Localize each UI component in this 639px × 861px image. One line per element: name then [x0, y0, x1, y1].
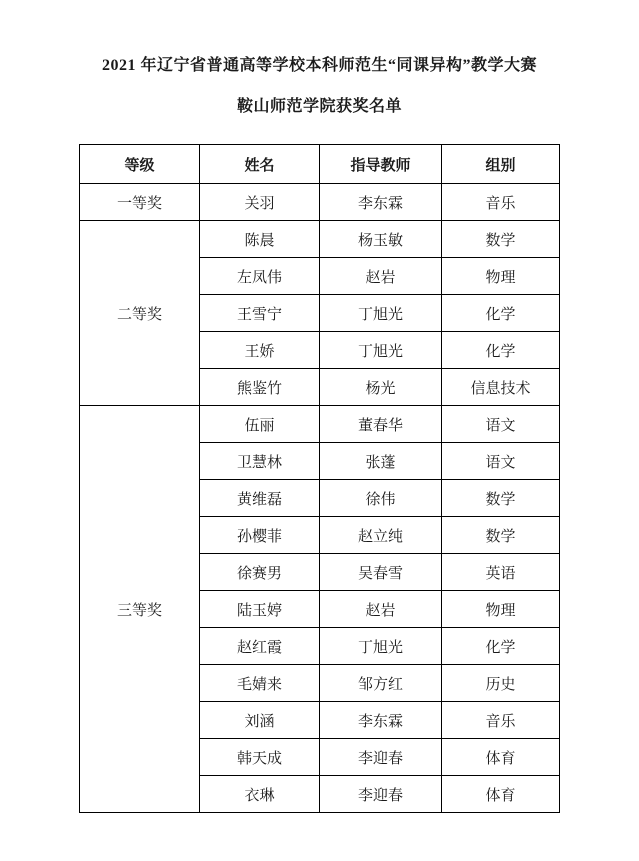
- advisor-name-cell: 李东霖: [320, 184, 442, 221]
- table-body: [80, 184, 560, 813]
- advisor-name-cell: 吴春雪: [320, 554, 442, 591]
- student-name-cell: 王雪宁: [200, 295, 320, 332]
- table-row: [80, 221, 560, 258]
- advisor-name-cell: 杨玉敏: [320, 221, 442, 258]
- table-row: [80, 184, 560, 221]
- advisor-name-cell: 李迎春: [320, 739, 442, 776]
- student-name-cell: 王娇: [200, 332, 320, 369]
- column-header-name: 姓名: [200, 145, 320, 184]
- category-cell: 信息技术: [442, 369, 560, 406]
- category-cell: 化学: [442, 332, 560, 369]
- category-cell: 数学: [442, 517, 560, 554]
- advisor-name-cell: 董春华: [320, 406, 442, 443]
- student-name-cell: 毛婧来: [200, 665, 320, 702]
- student-name-cell: 黄维磊: [200, 480, 320, 517]
- student-name-cell: 陆玉婷: [200, 591, 320, 628]
- category-cell: 体育: [442, 776, 560, 813]
- student-name-cell: 陈晨: [200, 221, 320, 258]
- award-level-cell: 一等奖: [80, 184, 200, 221]
- table-row: [80, 406, 560, 443]
- advisor-name-cell: 邹方红: [320, 665, 442, 702]
- student-name-cell: 徐赛男: [200, 554, 320, 591]
- advisor-name-cell: 赵岩: [320, 258, 442, 295]
- award-level-cell: 三等奖: [80, 406, 200, 813]
- student-name-cell: 赵红霞: [200, 628, 320, 665]
- category-cell: 数学: [442, 480, 560, 517]
- advisor-name-cell: 丁旭光: [320, 332, 442, 369]
- advisor-name-cell: 杨光: [320, 369, 442, 406]
- student-name-cell: 刘涵: [200, 702, 320, 739]
- document-title-block: [0, 0, 639, 116]
- student-name-cell: 关羽: [200, 184, 320, 221]
- category-cell: 英语: [442, 554, 560, 591]
- column-header-teacher: 指导教师: [320, 145, 442, 184]
- category-cell: 音乐: [442, 702, 560, 739]
- student-name-cell: 韩天成: [200, 739, 320, 776]
- category-cell: 语文: [442, 443, 560, 480]
- award-table-wrap: [0, 144, 639, 813]
- column-header-level: 等级: [80, 145, 200, 184]
- student-name-cell: 孙樱菲: [200, 517, 320, 554]
- advisor-name-cell: 丁旭光: [320, 628, 442, 665]
- page-title: 2021 年辽宁省普通高等学校本科师范生“同课异构”教学大赛: [101, 57, 537, 74]
- column-header-category: 组别: [442, 145, 560, 184]
- advisor-name-cell: 赵立纯: [320, 517, 442, 554]
- student-name-cell: 卫慧林: [200, 443, 320, 480]
- table-header-row: [80, 145, 560, 184]
- student-name-cell: 伍丽: [200, 406, 320, 443]
- category-cell: 化学: [442, 295, 560, 332]
- category-cell: 数学: [442, 221, 560, 258]
- category-cell: 语文: [442, 406, 560, 443]
- advisor-name-cell: 李东霖: [320, 702, 442, 739]
- advisor-name-cell: 徐伟: [320, 480, 442, 517]
- student-name-cell: 衣琳: [200, 776, 320, 813]
- category-cell: 体育: [442, 739, 560, 776]
- advisor-name-cell: 赵岩: [320, 591, 442, 628]
- page-subtitle: 鞍山师范学院获奖名单: [236, 98, 402, 116]
- category-cell: 音乐: [442, 184, 560, 221]
- student-name-cell: 左凤伟: [200, 258, 320, 295]
- category-cell: 化学: [442, 628, 560, 665]
- award-level-cell: 二等奖: [80, 221, 200, 406]
- category-cell: 物理: [442, 258, 560, 295]
- category-cell: 历史: [442, 665, 560, 702]
- student-name-cell: 熊鉴竹: [200, 369, 320, 406]
- category-cell: 物理: [442, 591, 560, 628]
- award-table: [79, 144, 560, 813]
- advisor-name-cell: 丁旭光: [320, 295, 442, 332]
- advisor-name-cell: 张蓬: [320, 443, 442, 480]
- advisor-name-cell: 李迎春: [320, 776, 442, 813]
- table-header: [80, 145, 560, 184]
